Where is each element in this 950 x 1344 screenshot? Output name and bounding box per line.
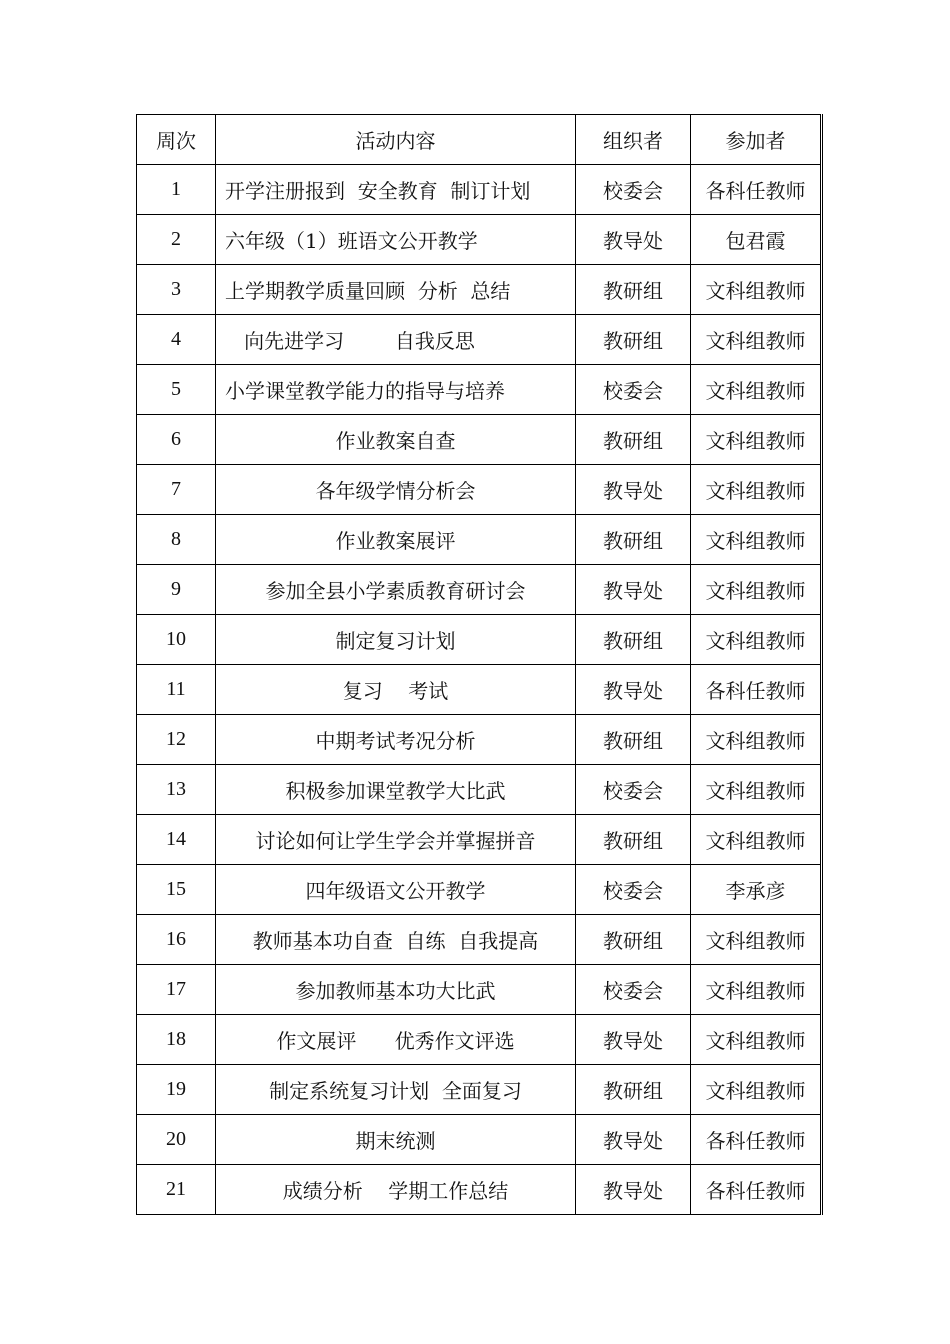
participants-cell: 文科组教师 bbox=[691, 815, 822, 865]
table-row bbox=[137, 1065, 822, 1115]
table-row bbox=[137, 415, 822, 465]
week-cell: 21 bbox=[137, 1165, 216, 1215]
participants-cell: 文科组教师 bbox=[691, 465, 822, 515]
participants-cell: 文科组教师 bbox=[691, 265, 822, 315]
activity-cell: 各年级学情分析会 bbox=[216, 465, 576, 515]
week-cell: 3 bbox=[137, 265, 216, 315]
table-row bbox=[137, 965, 822, 1015]
organizer-cell: 校委会 bbox=[576, 865, 691, 915]
week-cell: 11 bbox=[137, 665, 216, 715]
activity-cell: 教师基本功自查 自练 自我提高 bbox=[216, 915, 576, 965]
table-row bbox=[137, 465, 822, 515]
header-week: 周次 bbox=[137, 115, 216, 165]
table-row bbox=[137, 365, 822, 415]
participants-cell: 李承彦 bbox=[691, 865, 822, 915]
participants-cell: 各科任教师 bbox=[691, 1165, 822, 1215]
week-cell: 1 bbox=[137, 165, 216, 215]
participants-cell: 文科组教师 bbox=[691, 315, 822, 365]
table-row bbox=[137, 165, 822, 215]
organizer-cell: 教导处 bbox=[576, 665, 691, 715]
organizer-cell: 教研组 bbox=[576, 515, 691, 565]
organizer-cell: 校委会 bbox=[576, 765, 691, 815]
participants-cell: 包君霞 bbox=[691, 215, 822, 265]
activity-cell: 期末统测 bbox=[216, 1115, 576, 1165]
organizer-cell: 教导处 bbox=[576, 465, 691, 515]
header-activity: 活动内容 bbox=[216, 115, 576, 165]
participants-cell: 各科任教师 bbox=[691, 665, 822, 715]
week-cell: 19 bbox=[137, 1065, 216, 1115]
participants-cell: 文科组教师 bbox=[691, 1065, 822, 1115]
table-row bbox=[137, 565, 822, 615]
table-row bbox=[137, 615, 822, 665]
table-row bbox=[137, 715, 822, 765]
organizer-cell: 教导处 bbox=[576, 1015, 691, 1065]
activity-cell: 作文展评 优秀作文评选 bbox=[216, 1015, 576, 1065]
week-cell: 17 bbox=[137, 965, 216, 1015]
week-cell: 9 bbox=[137, 565, 216, 615]
week-cell: 16 bbox=[137, 915, 216, 965]
organizer-cell: 教导处 bbox=[576, 565, 691, 615]
table-row bbox=[137, 915, 822, 965]
organizer-cell: 教研组 bbox=[576, 315, 691, 365]
organizer-cell: 校委会 bbox=[576, 365, 691, 415]
organizer-cell: 教研组 bbox=[576, 715, 691, 765]
table-row bbox=[137, 815, 822, 865]
activity-cell: 讨论如何让学生学会并掌握拼音 bbox=[216, 815, 576, 865]
activity-cell: 中期考试考况分析 bbox=[216, 715, 576, 765]
activity-cell: 成绩分析 学期工作总结 bbox=[216, 1165, 576, 1215]
week-cell: 13 bbox=[137, 765, 216, 815]
participants-cell: 各科任教师 bbox=[691, 165, 822, 215]
participants-cell: 文科组教师 bbox=[691, 915, 822, 965]
activity-cell: 开学注册报到 安全教育 制订计划 bbox=[216, 165, 576, 215]
participants-cell: 文科组教师 bbox=[691, 415, 822, 465]
participants-cell: 文科组教师 bbox=[691, 565, 822, 615]
organizer-cell: 教研组 bbox=[576, 615, 691, 665]
organizer-cell: 教研组 bbox=[576, 415, 691, 465]
table-row bbox=[137, 1165, 822, 1215]
participants-cell: 文科组教师 bbox=[691, 1015, 822, 1065]
participants-cell: 文科组教师 bbox=[691, 615, 822, 665]
week-cell: 15 bbox=[137, 865, 216, 915]
week-cell: 20 bbox=[137, 1115, 216, 1165]
schedule-table bbox=[136, 114, 823, 1215]
table-row bbox=[137, 515, 822, 565]
table-row bbox=[137, 215, 822, 265]
participants-cell: 各科任教师 bbox=[691, 1115, 822, 1165]
organizer-cell: 教研组 bbox=[576, 265, 691, 315]
week-cell: 10 bbox=[137, 615, 216, 665]
header-participants: 参加者 bbox=[691, 115, 822, 165]
week-cell: 8 bbox=[137, 515, 216, 565]
organizer-cell: 教研组 bbox=[576, 915, 691, 965]
organizer-cell: 教研组 bbox=[576, 1065, 691, 1115]
organizer-cell: 校委会 bbox=[576, 965, 691, 1015]
activity-cell: 复习 考试 bbox=[216, 665, 576, 715]
table-row bbox=[137, 765, 822, 815]
activity-cell: 上学期教学质量回顾 分析 总结 bbox=[216, 265, 576, 315]
activity-cell: 制定复习计划 bbox=[216, 615, 576, 665]
participants-cell: 文科组教师 bbox=[691, 715, 822, 765]
activity-cell: 四年级语文公开教学 bbox=[216, 865, 576, 915]
activity-cell: 向先进学习 自我反思 bbox=[216, 315, 576, 365]
week-cell: 5 bbox=[137, 365, 216, 415]
participants-cell: 文科组教师 bbox=[691, 365, 822, 415]
activity-cell: 六年级（1）班语文公开教学 bbox=[216, 215, 576, 265]
table-row bbox=[137, 1115, 822, 1165]
organizer-cell: 教导处 bbox=[576, 1165, 691, 1215]
week-cell: 14 bbox=[137, 815, 216, 865]
activity-cell: 积极参加课堂教学大比武 bbox=[216, 765, 576, 815]
schedule-rows bbox=[137, 165, 822, 1215]
table-row bbox=[137, 665, 822, 715]
week-cell: 6 bbox=[137, 415, 216, 465]
week-cell: 7 bbox=[137, 465, 216, 515]
header-row bbox=[137, 115, 822, 165]
table-row bbox=[137, 865, 822, 915]
week-cell: 4 bbox=[137, 315, 216, 365]
table-row bbox=[137, 1015, 822, 1065]
organizer-cell: 教导处 bbox=[576, 215, 691, 265]
table-row bbox=[137, 315, 822, 365]
week-cell: 2 bbox=[137, 215, 216, 265]
week-cell: 18 bbox=[137, 1015, 216, 1065]
participants-cell: 文科组教师 bbox=[691, 965, 822, 1015]
activity-cell: 参加全县小学素质教育研讨会 bbox=[216, 565, 576, 615]
header-organizer: 组织者 bbox=[576, 115, 691, 165]
organizer-cell: 校委会 bbox=[576, 165, 691, 215]
activity-cell: 制定系统复习计划 全面复习 bbox=[216, 1065, 576, 1115]
participants-cell: 文科组教师 bbox=[691, 515, 822, 565]
participants-cell: 文科组教师 bbox=[691, 765, 822, 815]
organizer-cell: 教导处 bbox=[576, 1115, 691, 1165]
activity-cell: 作业教案展评 bbox=[216, 515, 576, 565]
activity-cell: 参加教师基本功大比武 bbox=[216, 965, 576, 1015]
activity-cell: 小学课堂教学能力的指导与培养 bbox=[216, 365, 576, 415]
table-row bbox=[137, 265, 822, 315]
organizer-cell: 教研组 bbox=[576, 815, 691, 865]
week-cell: 12 bbox=[137, 715, 216, 765]
activity-cell: 作业教案自查 bbox=[216, 415, 576, 465]
